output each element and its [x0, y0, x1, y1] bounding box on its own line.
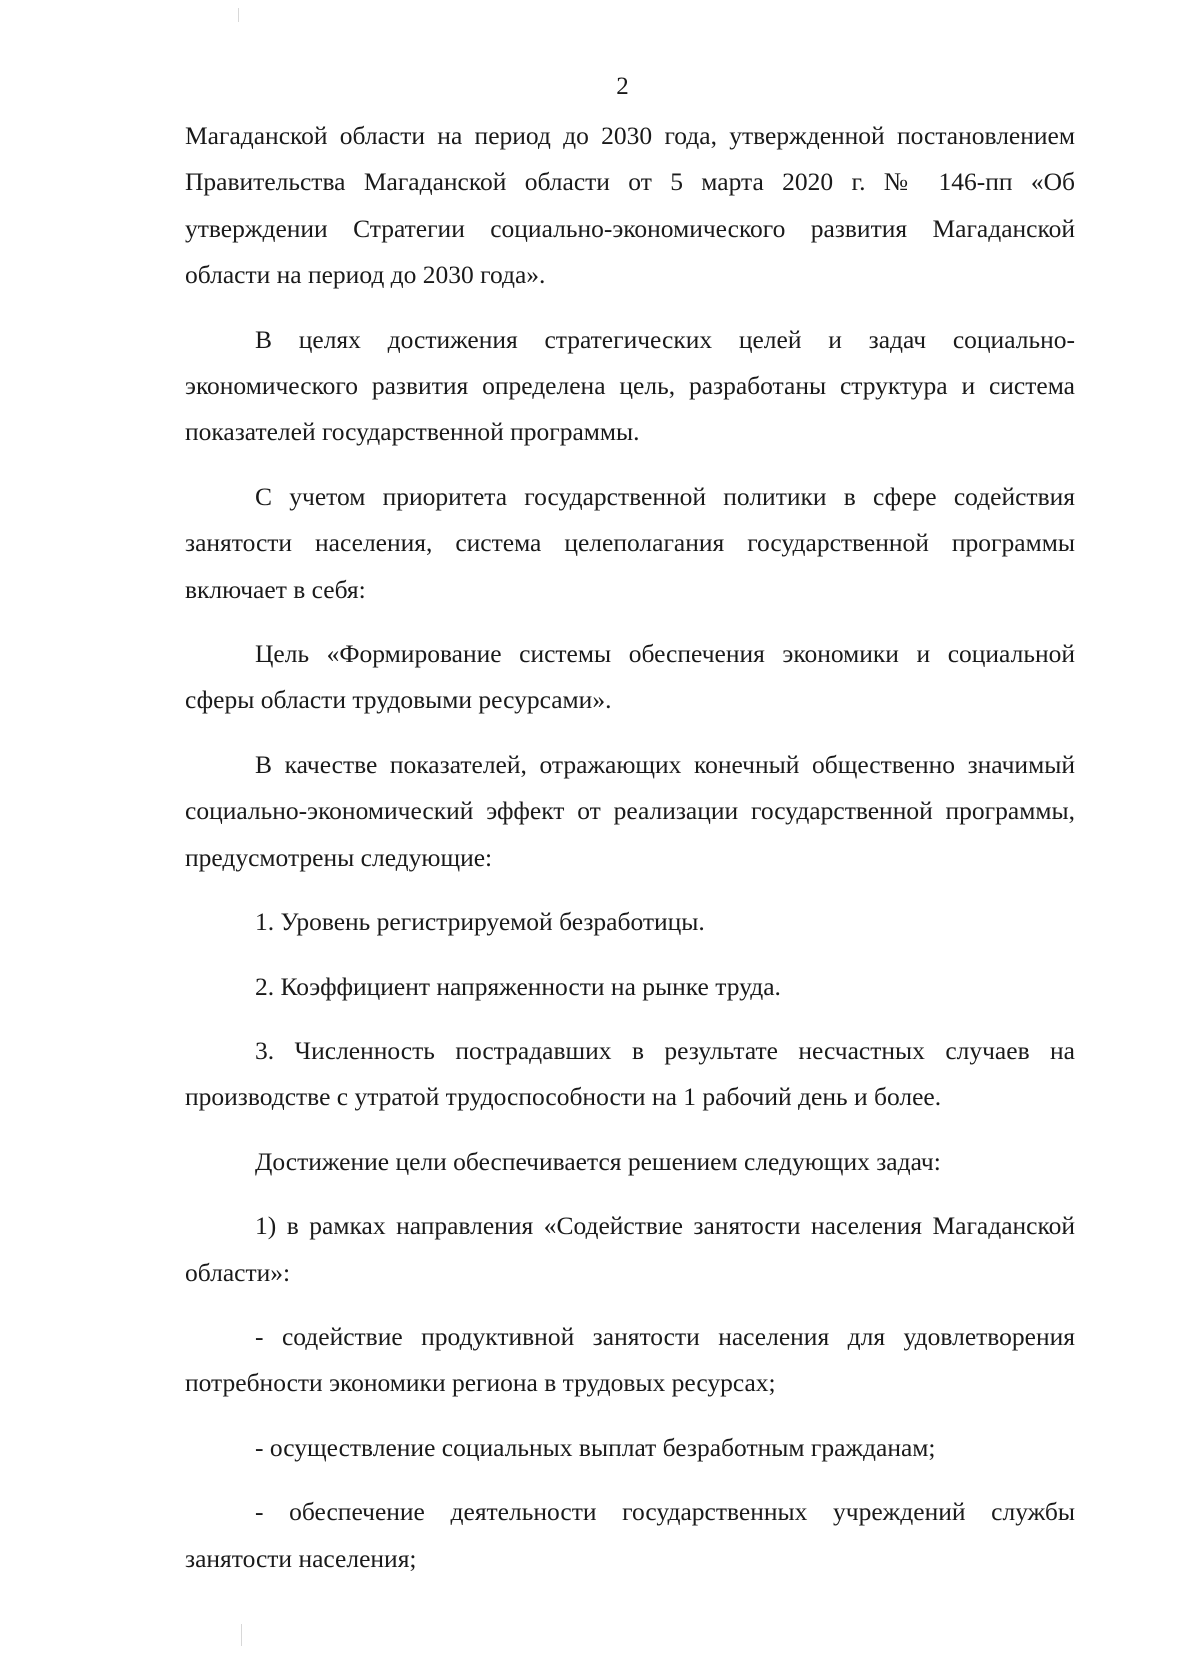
task-bullet-2: - осуществление социальных выплат безработным гражданам; — [255, 1432, 936, 1462]
task-direction-1: 1) в рамках направления «Содействие занятости населения Магаданской области»: — [185, 1211, 1075, 1287]
indicator-item-2: 2. Коэффициент напряженности на рынке труда. — [255, 971, 781, 1001]
page-number: 2 — [616, 73, 629, 100]
paragraph-indicators-intro: В качестве показателей, отражающих конечный общественно значимый социально-экономический эффект от реализации государственной программы, предусмотрены следующие: — [185, 749, 1075, 872]
task-bullet-1: - содействие продуктивной занятости населения для удовлетворения потребности экономики региона в трудовых ресурсах; — [185, 1321, 1075, 1398]
paragraph-goal-setting-system: С учетом приоритета государственной политики в сфере содействия занятости населения, система целеполагания государственной программы включает в себя: — [185, 481, 1075, 604]
paragraph-strategy-reference: Магаданской области на период до 2030 года, утвержденной постановлением Правительства Магаданской области от 5 марта 2020 г. № 146-пп «Об утверждении Стратегии социально-экономического развития Магаданской области на период до 2030 года». — [185, 121, 1075, 290]
scan-edge-mark-top — [238, 8, 239, 22]
indicator-item-3: 3. Численность пострадавших в результате несчастных случаев на производстве с утратой трудоспособности на 1 рабочий день и более. — [185, 1035, 1075, 1112]
paragraph-goal-definition: В целях достижения стратегических целей и задач социально-экономического развития определена цель, разработаны структура и система показателей государственной программы. — [185, 324, 1075, 447]
document-body — [185, 113, 1075, 1600]
scan-edge-mark-bottom — [241, 1624, 242, 1646]
indicator-item-1: 1. Уровень регистрируемой безработицы. — [255, 907, 705, 937]
paragraph-goal: Цель «Формирование системы обеспечения экономики и социальной сферы области трудовыми ресурсами». — [185, 639, 1075, 715]
task-bullet-3: - обеспечение деятельности государственных учреждений службы занятости населения; — [185, 1497, 1075, 1573]
paragraph-tasks-intro: Достижение цели обеспечивается решением следующих задач: — [255, 1146, 941, 1176]
